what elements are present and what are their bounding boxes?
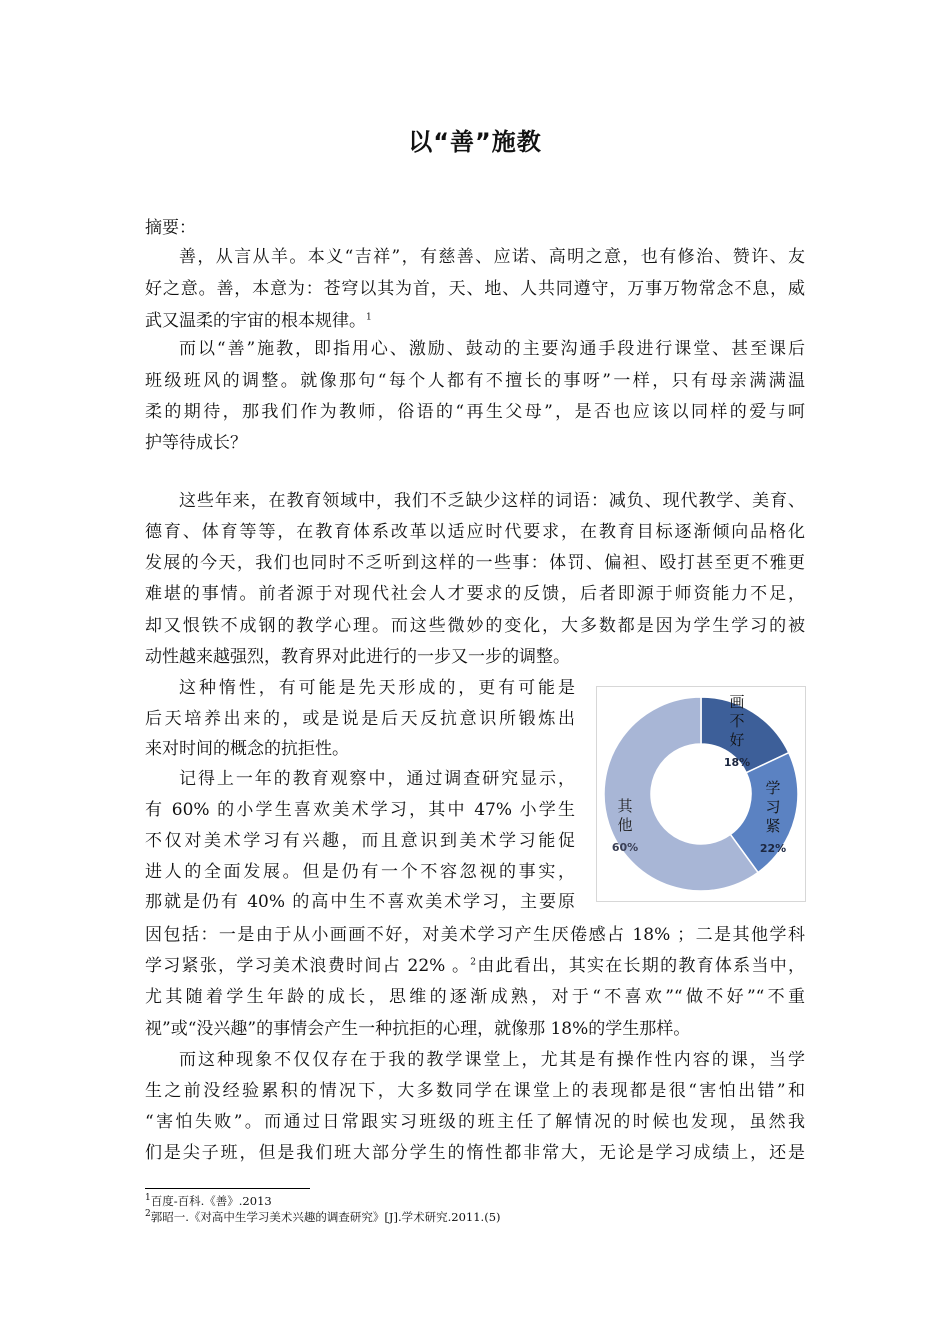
document-title: 以“善”施教	[408, 128, 542, 156]
paragraph-line: 后天培养出来的，或是说是后天反抗意识所锻炼出	[145, 709, 575, 729]
paragraph-line: 而这种现象不仅仅存在于我的教学课堂上，尤其是有操作性内容的课，当学	[179, 1050, 805, 1070]
paragraph-line	[145, 950, 805, 983]
footnote-text: 百度-百科.《善》.2013	[150, 1194, 272, 1208]
doughnut-chart-svg	[597, 687, 805, 901]
slice-category-label: 不	[729, 712, 745, 730]
paragraph-line: 来对时间的概念的抗拒性。	[145, 739, 349, 759]
footnote-2	[145, 1210, 501, 1225]
paragraph-line: 好之意。善，本意为：苍穹以其为首，天、地、人共同遵守，万事万物常念不息，威	[145, 279, 805, 299]
footnote-1	[145, 1194, 272, 1209]
paragraph-line: 视”或“没兴趣”的事情会产生一种抗拒的心理，就像那 18%的学生那样。	[145, 1019, 691, 1039]
slice-category-label: 好	[729, 731, 745, 749]
paragraph-line: 因包括：一是由于从小画画不好，对美术学习产生厌倦感占 18% ；二是其他学科	[145, 925, 805, 945]
paragraph-line: 班级班风的调整。就像那句“每个人都有不擅长的事呀”一样，只有母亲满满温	[145, 371, 805, 391]
paragraph-line: 动性越来越强烈，教育界对此进行的一步又一步的调整。	[145, 647, 570, 667]
footnote-separator	[145, 1188, 310, 1189]
paragraph-text: 学习紧张，学习美术浪费时间占 22% 。	[145, 956, 471, 976]
paragraph-line: 发展的今天，我们也同时不乏听到这样的一些事：体罚、偏袒、殴打甚至更不雅更	[145, 553, 805, 573]
paragraph-text: 武又温柔的宇宙的根本规律。	[145, 311, 366, 331]
paragraph-line: 有 60% 的小学生喜欢美术学习，其中 47% 小学生	[145, 800, 575, 820]
slice-value-label: 22%	[759, 842, 787, 855]
doughnut-chart	[596, 686, 806, 902]
paragraph-line: 善，从言从羊。本义“吉祥”，有慈善、应诺、高明之意，也有修治、赞许、友	[179, 247, 805, 267]
paragraph-line: 生之前没经验累积的情况下，大多数同学在课堂上的表现都是很“害怕出错”和	[145, 1081, 805, 1101]
paragraph-line: 柔的期待，那我们作为教师，俗语的“再生父母”，是否也应该以同样的爱与呵	[145, 402, 805, 422]
slice-category-label: 画	[729, 693, 745, 711]
paragraph-line: 护等待成长？	[145, 433, 247, 453]
paragraph-line: 记得上一年的教育观察中，通过调查研究显示，	[179, 769, 575, 789]
paragraph-line: 尤其随着学生年龄的成长，思维的逐渐成熟，对于“不喜欢”“做不好”“不重	[145, 987, 805, 1007]
footnote-mark: 2	[470, 957, 477, 968]
paragraph-line: 那就是仍有 40% 的高中生不喜欢美术学习，主要原	[145, 892, 575, 912]
paragraph-line: 德育、体育等等，在教育体系改革以适应时代要求，在教育目标逐渐倾向品格化	[145, 522, 805, 542]
slice-category-label: 他	[617, 816, 633, 834]
paragraph-line: 这种惰性，有可能是先天形成的，更有可能是	[179, 678, 575, 698]
footnote-number: 2	[145, 1209, 151, 1220]
paragraph-line: “害怕失败”。而通过日常跟实习班级的班主任了解情况的时候也发现，虽然我	[145, 1112, 805, 1132]
paragraph-line: 不仅对美术学习有兴趣，而且意识到美术学习能促	[145, 831, 575, 851]
paragraph-line: 们是尖子班，但是我们班大部分学生的惰性都非常大，无论是学习成绩上，还是	[145, 1143, 805, 1163]
paragraph-line: 却又恨铁不成钢的教学心理。而这些微妙的变化，大多数都是因为学生学习的被	[145, 616, 805, 636]
paragraph-line: 这些年来，在教育领域中，我们不乏缺少这样的词语：减负、现代教学、美育、	[179, 491, 805, 511]
slice-category-label: 习	[765, 798, 781, 816]
footnote-mark: 1	[366, 312, 372, 323]
paragraph-text: 由此看出，其实在长期的教育体系当中，	[476, 956, 806, 976]
slice-value-label: 60%	[611, 841, 639, 854]
paragraph-line: 进人的全面发展。但是仍有一个不容忽视的事实，	[145, 862, 575, 882]
slice-category-label: 其	[617, 797, 633, 815]
slice-category-label: 紧	[765, 817, 781, 835]
slice-category-label: 学	[765, 779, 781, 797]
footnote-text: 郭昭一.《对高中生学习美术兴趣的调查研究》[J].学术研究.2011.(5)	[150, 1210, 501, 1224]
abstract-heading: 摘要：	[145, 218, 196, 238]
paragraph-line: 而以“善”施教，即指用心、激励、鼓动的主要沟通手段进行课堂、甚至课后	[179, 339, 805, 359]
footnote-number: 1	[145, 1193, 151, 1204]
paragraph-line: 难堪的事情。前者源于对现代社会人才要求的反馈，后者即源于师资能力不足，	[145, 584, 805, 604]
slice-value-label: 18%	[723, 756, 751, 769]
